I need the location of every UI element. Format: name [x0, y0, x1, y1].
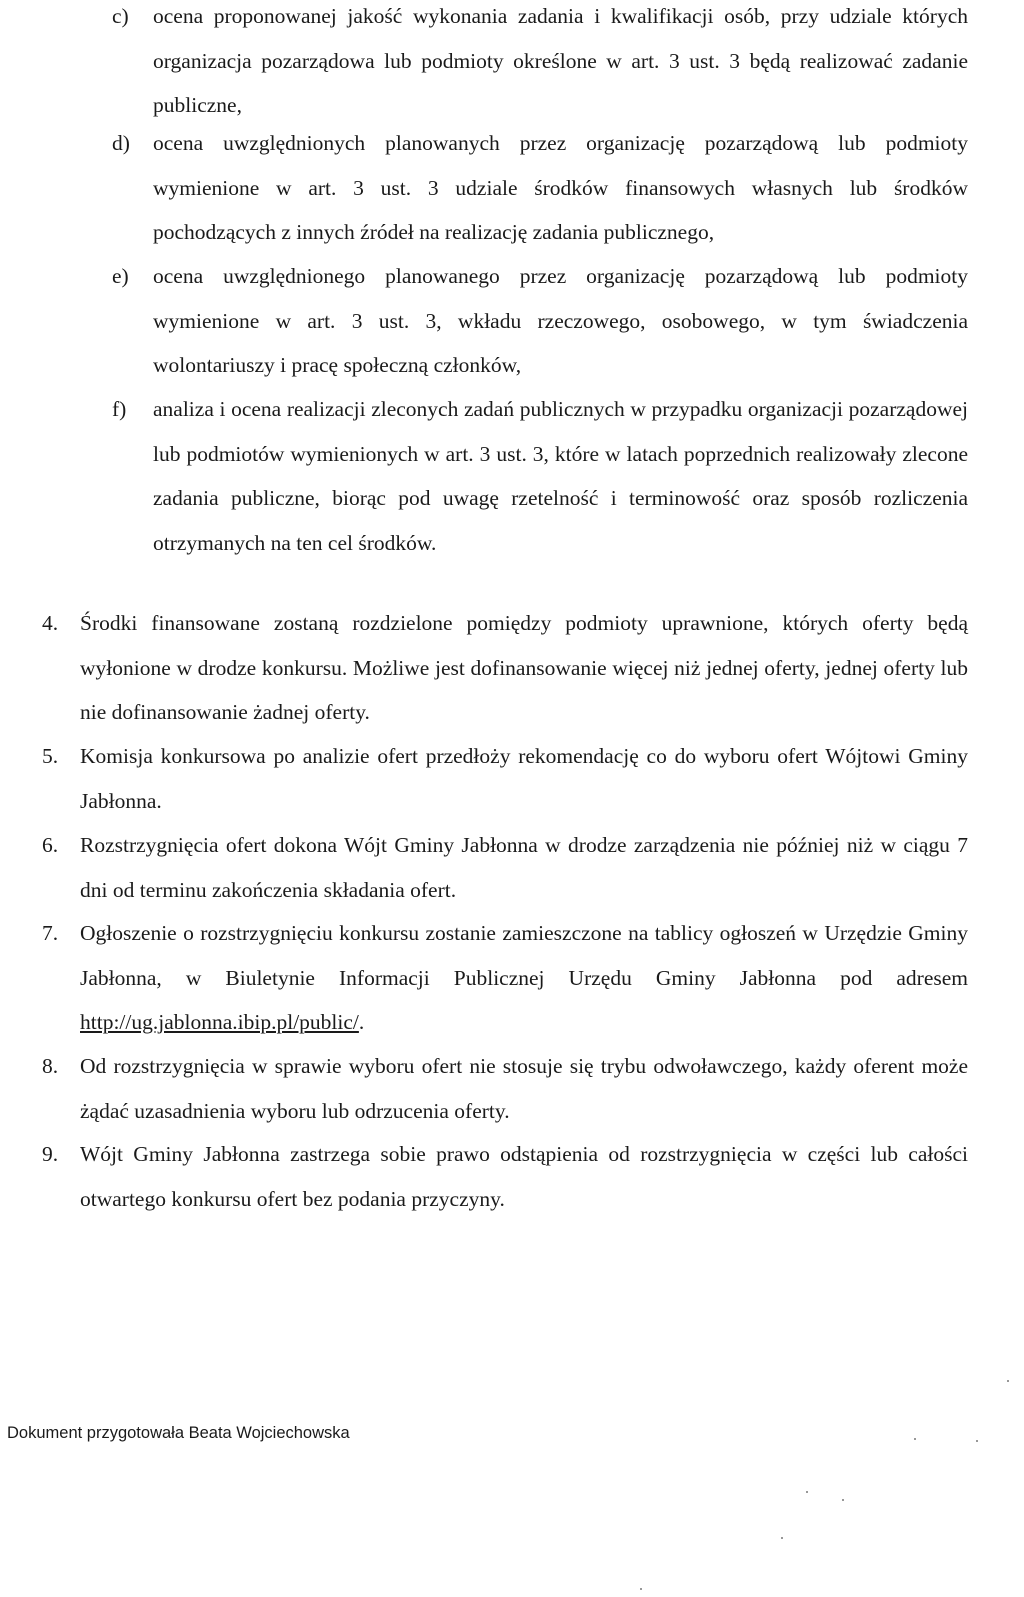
item-6-text: Rozstrzygnięcia ofert dokona Wójt Gminy Jabłonna w drodze zarządzenia nie później niż w ciągu 7 dni od terminu zakończenia składania ofert. [80, 833, 968, 902]
document-author-footer: Dokument przygotowała Beata Wojciechowska [7, 1424, 350, 1442]
scan-speck [781, 1537, 783, 1539]
scan-speck [842, 1499, 844, 1501]
item-6-marker: 6. [42, 833, 59, 857]
item-7-text-before: Ogłoszenie o rozstrzygnięciu konkursu zostanie zamieszczone na tablicy ogłoszeń w Urzędzie Gminy Jabłonna, w Biuletynie Informacji Publicznej Urzędu Gminy Jabłonna pod adresem [80, 921, 968, 990]
item-8-text: Od rozstrzygnięcia w sprawie wyboru ofert nie stosuje się trybu odwoławczego, każdy oferent może żądać uzasadnienia wyboru lub odrzucenia oferty. [80, 1054, 968, 1123]
item-7-marker: 7. [42, 921, 59, 945]
bip-link[interactable]: http://ug.jablonna.ibip.pl/public/ [80, 1010, 359, 1034]
scan-speck [976, 1440, 978, 1442]
item-e-text: ocena uwzględnionego planowanego przez organizację pozarządową lub podmioty wymienione w art. 3 ust. 3, wkładu rzeczowego, osobowego, w tym świadczenia wolontariuszy i pracę społeczną członków, [153, 264, 968, 377]
item-4-marker: 4. [42, 611, 59, 635]
scan-speck [1007, 1380, 1009, 1382]
item-f-marker: f) [112, 397, 127, 421]
scan-speck [806, 1491, 808, 1493]
item-9-marker: 9. [42, 1142, 59, 1166]
item-7-text-after: . [358, 1010, 365, 1034]
item-5-text: Komisja konkursowa po analizie ofert przedłoży rekomendację co do wyboru ofert Wójtowi Gminy Jabłonna. [80, 744, 968, 813]
item-c-marker: c) [112, 4, 129, 28]
scan-speck [914, 1438, 916, 1440]
item-5-marker: 5. [42, 744, 59, 768]
item-9-text: Wójt Gminy Jabłonna zastrzega sobie prawo odstąpienia od rozstrzygnięcia w części lub całości otwartego konkursu ofert bez podania przyczyny. [80, 1142, 968, 1211]
item-8-marker: 8. [42, 1054, 59, 1078]
item-c-text: ocena proponowanej jakość wykonania zadania i kwalifikacji osób, przy udziale których organizacja pozarządowa lub podmioty określone w art. 3 ust. 3 będą realizować zadanie publiczne, [153, 4, 968, 117]
item-f-text: analiza i ocena realizacji zleconych zadań publicznych w przypadku organizacji pozarządowej lub podmiotów wymienionych w art. 3 ust. 3, które w latach poprzednich realizowały zlecone zadania publiczne, biorąc pod uwagę rzetelność i terminowość oraz sposób rozliczenia otrzymanych na ten cel środków. [153, 397, 968, 555]
scan-speck [640, 1588, 642, 1590]
item-d-marker: d) [112, 131, 130, 155]
item-e-marker: e) [112, 264, 129, 288]
item-d-text: ocena uwzględnionych planowanych przez organizację pozarządową lub podmioty wymienione w art. 3 ust. 3 udziale środków finansowych własnych lub środków pochodzących z innych źródeł na realizację zadania publicznego, [153, 131, 968, 244]
item-7-text [80, 911, 968, 1045]
item-4-text: Środki finansowane zostaną rozdzielone pomiędzy podmioty uprawnione, których oferty będą wyłonione w drodze konkursu. Możliwe jest dofinansowanie więcej niż jednej oferty, jednej oferty lub nie dofinansowanie żadnej oferty. [80, 611, 968, 724]
